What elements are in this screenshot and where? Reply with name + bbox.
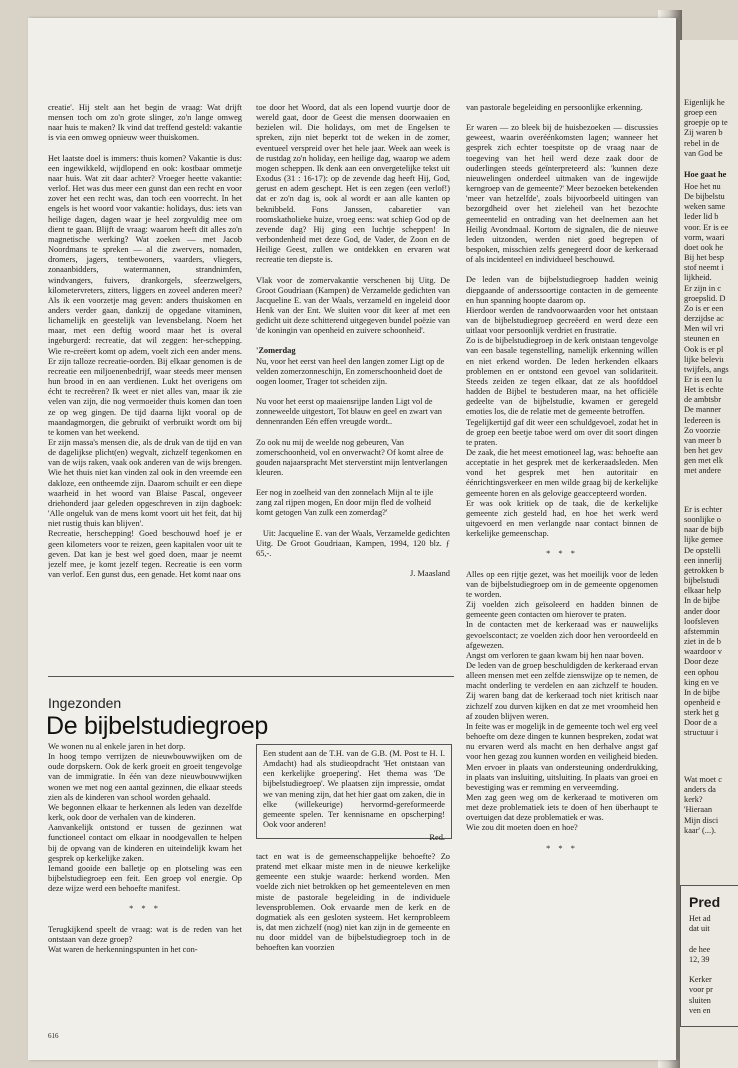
- right-page-line: doet ook he: [684, 242, 724, 252]
- right-page-line: De bijbelstu: [684, 192, 725, 202]
- paragraph: Vlak voor de zomervakantie verschenen bij Uitg. De Groot Goudriaan (Kampen) de Verzamelde gedichten van Jacqueline E. van der Waals, verzameld en ingeleid door Henk van der Ent. We sluiten voor dit keer af met een gedicht uit deze schitterend uitgegeven bundel poëzie van 'de koningin van openheid en zuivere schoonheid'.: [256, 275, 450, 336]
- column-5: [256, 852, 450, 1032]
- poem-stanza: Nu, voor het eerst van heel den langen zomer Ligt op de velden zomerzonneschijn, En zomerschoonheid doet de oogen loomer, Trager tot scheiden zijn.: [256, 356, 445, 386]
- right-page-line: dat uit: [689, 924, 710, 934]
- paragraph: De zaak, die het meest emotioneel lag, was: behoefte aan acceptatie in het gesprek met de kerkeraadsleden. Men vond het gesprek met hen autoritair en éénrichtingsverkeer en men wilde graag bij de kerkelijke gemeente horen en als gelovige geaccepteerd worden.: [466, 448, 658, 498]
- right-page-line: Iedereen is: [684, 415, 721, 425]
- poem-title: 'Zomerdag: [256, 346, 296, 356]
- right-page-line: Hoe het nu: [684, 182, 721, 191]
- paragraph: Het laatste doel is immers: thuis komen? Vakantie is dus: een ingewikkeld, wijdlopend en ook: kostbaar ommetje naar huis. Wat zit daar achter? Vroeger heette vakantie: verlof. Het was dus meer een gunst dan een recht en voor zover het een recht was, dan toch een voorrecht. In het engels is het woord voor vakantie: holidays, dus: iets van heilige dagen, dagen waar je heel zorgvuldig mee om dient te gaan. Blijft de vraag: waarom heeft dit alles zo'n magnetische werking? Wat zoeken — met Jacob Noordmans te spreken — al die zwervers, nomaden, dromers, jagers, tentbewoners, vaarders, vliegers, zonaanbidders, watermannen, strandnimfen, windvangers, fuivers, drankorgels, sfeerzwelgers, kilometervreters, zitters, liggers en zoveel anderen meer? Als ik een voorzetje mag geven: anders thuiskomen en anders verder gaan, dankzij de opgedane vitaminen, lichamelijk en geestelijk van levensbelang. Noem het maar, met een deftig woord maar het is overal ingeburgerd: recreatie, dat wil zeggen: her-schepping. Wie re-creëert komt op adem, voelt zich een ander mens. Er zijn talloze recreatie-oorden. Bij elkaar genomen is de recreatie een miljoenenbedrijf, waar steeds meer mensen hun brood in en aan verdienen. Lukt het overigens om écht te recreëren? Ik weet er niet alles van, maar ik zie velen van zijn, die nog vermoeider thuis komen dan toen ze op weg gingen. De tijd daarna lijkt vooral op de maandagmorgen, die gebruikt of verbruikt wordt om bij te komen van het weekend.: [48, 153, 242, 437]
- section-rule: [48, 676, 454, 677]
- sermon-box-title: Pred: [689, 894, 721, 910]
- paragraph: De leden van de groep beschuldigden de kerkeraad ervan alleen mensen met een zelfde zienswijze op te nemen, de macht onderling te verdelen en aan zichzelf te houden. Zij waren bang dat de kerkeraad toch niet kritisch naar zichzelf zou durven kijken en dat ze met vroomheid hen af zouden blijven weren.: [466, 660, 658, 721]
- paragraph: Aanvankelijk ontstond er tussen de gezinnen wat functioneel contact om elkaar in noodgevallen te helpen bij de opvang van de kinderen en uiteindelijk kwam het gesprek op kerkelijke zaken.: [48, 823, 242, 863]
- poem-stanza: Eer nog in zoelheid van den zonnelach Mijn al te ijle zang zal rijpen mogen, En door mijn fled de volheid komt getogen Van zulk een zomerdag?': [256, 488, 434, 518]
- right-page-line: Bij het besp: [684, 253, 725, 263]
- right-page-line: De manner: [684, 405, 721, 415]
- poem-stanza: Zo ook nu mij de weelde nog gebeuren, Van zomerschoonheid, vol en onverwacht? Of komt alree de gouden najaarspracht Met sterverstint mijn lentverlangen kleuren.: [256, 437, 448, 477]
- right-page-line: steunen en: [684, 334, 720, 344]
- right-page-line: openheid e: [684, 697, 721, 707]
- paragraph: Hierdoor werden de randvoorwaarden voor het ontstaan van de bijbelstudiegroep gecreëerd en werd deze een uitlaat voor persoonlijk verdriet en frustratie.: [466, 305, 658, 336]
- right-page-line: waardoor v: [684, 647, 722, 657]
- right-page-line: lijkheid.: [684, 273, 712, 283]
- paragraph: In hoog tempo verrijzen de nieuwbouwwijken om de oude dorpskern. Ook de kerk groeit en groeit tengevolge van de immigratie. In één van deze nieuwbouwwijken wonen we met nog een aantal gezinnen, die elkaar steeds zien als de kinderen van school worden gehaald.: [48, 752, 242, 802]
- paragraph: Men zag geen weg om de kerkeraad te motiveren om met deze problematiek iets te doen of hen überhaupt te overtuigen dat deze problematiek er was.: [466, 793, 658, 823]
- editorial-note-box: [256, 744, 452, 843]
- sermon-box: [680, 885, 738, 1027]
- editorial-signature: Red.: [429, 833, 445, 843]
- right-page-line: van God be: [684, 148, 723, 158]
- right-page-line: Men wil vri: [684, 324, 724, 334]
- paragraph: In de contacten met de kerkeraad was er nauwelijks gevoelscontact; ze voelden zich door hen veroordeeld en afgewezen.: [466, 620, 658, 650]
- right-page-line: Zij waren b: [684, 128, 723, 138]
- paragraph: Alles op een rijtje gezet, was het moeilijk voor de leden van de bijbelstudiegroep om in de gemeente opgenomen te worden.: [466, 569, 658, 599]
- poem-publisher: Uitg. De Groot Goudriaan, Kampen, 1994, 120 blz. ƒ 65,-.: [256, 538, 450, 558]
- right-page-line: voor pr: [689, 985, 713, 995]
- paragraph: Recreatie, herschepping! Goed beschouwd hoef je er geen kilometers voor te reizen, geen kapitalen voor uit te geven. Dat kan je best wel goed doen, maar je neemt jezelf mee, je komt jezelf tegen. Recreatie is een vorm van verlof. Een gunst dus, een genade. Het komt naar ons: [48, 529, 242, 580]
- right-page-line: Ook is er pl: [684, 344, 724, 354]
- right-page-heading: Hoe gaat he: [684, 170, 727, 179]
- paragraph: Zo is de bijbelstudiegroep in de kerk ontstaan tengevolge van een basale tegenstelling, namelijk erkenning willen en niet erkend worden. De leden herkenden elkaars problemen en er ontstond een gevoel van solidariteit. Steeds zeiden ze tegen elkaar, dat ze als hoofddoel hadden de Bijbel te bestuderen maar, na het officiële gedeelte van de bijbelstudie, kwamen er geregeld emoties los, die de relatie met de gemeente betroffen.: [466, 336, 658, 417]
- paragraph: De leden van de bijbelstudiegroep hadden weinig diepgaande of anderssoortige contacten in de gemeente en hun spanning hoopte daarom op.: [466, 275, 658, 305]
- right-page-line: vorm, waari: [684, 232, 725, 242]
- right-page-line: naar de bijb: [684, 525, 724, 535]
- right-page-line: In de bijbe: [684, 687, 720, 697]
- right-page-line: getrokken b: [684, 565, 724, 575]
- right-page-line: Mijn disci: [684, 815, 719, 825]
- right-page-line: groepslid. D: [684, 293, 726, 303]
- right-page-line: groep een: [684, 108, 717, 118]
- right-page-line: Wat moet c: [684, 775, 722, 784]
- right-page-line: Het is echte: [684, 385, 724, 395]
- editorial-note: Een student aan de T.H. van de G.B. (M. Post te H. I. Amdacht) had als studieopdracht 'Het ontstaan van een kerkelijke groepering'. Het thema was 'De bijbelstudiegroep'. We plaatsen zijn impressie, omdat we van mening zijn, dat het hier gaat om zaken, die in elke (willekeurige) hervormd-gereformeerde gemeente spelen. Ter kennisname en opscherping! Ook voor anderen!: [263, 749, 445, 830]
- column-2: [256, 103, 450, 668]
- column-4: [48, 742, 242, 1032]
- right-page-line: afstemmin: [684, 626, 720, 636]
- section-kicker: Ingezonden: [48, 695, 122, 711]
- right-page-end: [684, 775, 738, 836]
- paragraph: tact en wat is de gemeenschappelijke behoefte? Zo pratend met elkaar miste men in de nieuwe kerkelijke gemeente een stukje waarde: herkend worden. Men voelde zich niet betrokken op het gemeenteleven en men miste de pastorale begeleiding in de individuele levensproblemen. Ook ervaarde men de kerk en de dogmatiek als een gesloten systeem. Het kernprobleem is, dat men zichzelf (nog) niet kan zijn in de gemeente en nu door middel van de bijbelstudiegroep toch in de behoeften kan voorzien: [256, 852, 450, 953]
- right-page-line: sterk het g: [684, 708, 719, 718]
- right-page-line: rebel in de: [684, 138, 720, 148]
- page-number: 616: [48, 1032, 59, 1040]
- right-page-line: Er is een lu: [684, 374, 722, 384]
- right-page-line: kerk?: [684, 795, 703, 805]
- right-page-line: voor. Er is ee: [684, 222, 729, 232]
- right-page-line: [689, 965, 713, 975]
- paragraph: Terugkijkend speelt de vraag: wat is de reden van het ontstaan van deze groep?: [48, 924, 242, 944]
- right-page-line: ben het gev: [684, 446, 723, 456]
- right-page-line: van meer b: [684, 435, 722, 445]
- right-page-line: lijke beleviı: [684, 354, 724, 364]
- right-page-line: weken same: [684, 202, 726, 212]
- right-page-line: Ieder lid b: [684, 212, 719, 222]
- section-divider: * * *: [546, 549, 578, 559]
- paragraph: We begonnen elkaar te herkennen als leden van dezelfde kerk, ook door de verhalen van de kinderen.: [48, 802, 242, 823]
- right-page-line: lijke gemee: [684, 535, 723, 545]
- paragraph: Tegelijkertijd gaf dit weer een schuldgevoel, zodat het in de groep een beetje taboe werd om over dit soort dingen te praten.: [466, 417, 658, 447]
- right-page-line: met andere: [684, 466, 721, 476]
- right-page-line: Door deze: [684, 657, 719, 667]
- paragraph: Angst om verloren te gaan kwam bij hen naar boven.: [466, 650, 644, 660]
- right-page-line: Door de a: [684, 718, 718, 728]
- sermon-box-text: [689, 914, 713, 1016]
- right-page-line: king en ve: [684, 677, 719, 687]
- author-signature: J. Maasland: [409, 569, 450, 579]
- right-page-line: 'Hieraan: [684, 805, 713, 815]
- right-page-line: ven en: [689, 1005, 711, 1015]
- right-page-line: De opstelli: [684, 545, 721, 555]
- paragraph: Wie zou dit moeten doen en hoe?: [466, 823, 578, 833]
- right-page-line: elkaar help: [684, 586, 721, 596]
- right-page-line: derzijdse ac: [684, 314, 724, 324]
- right-page-line: structuur i: [684, 728, 719, 738]
- right-page-line: Het ad: [689, 914, 711, 923]
- right-page-line: Kerker: [689, 975, 712, 985]
- right-page-line: stof neemt i: [684, 263, 724, 273]
- section-divider: * * *: [129, 904, 161, 914]
- right-page-line: soonlijke o: [684, 515, 721, 525]
- right-page-line: twijfels, angs: [684, 364, 729, 374]
- right-page-line: 12, 39: [689, 954, 710, 964]
- right-page-line: gen met elk: [684, 456, 724, 466]
- right-page-line: een innerlij: [684, 555, 722, 565]
- paragraph: Wat waren de herkenningspunten in het con-: [48, 944, 198, 954]
- right-page-line: loofsleven: [684, 616, 719, 626]
- poem-stanza: Nu voor het eerst op maaiensrijpe landen Ligt vol de zonneweelde uitgestort, Tot blauw en geel en zwart van dennenranden Eén effen vreugde wordt..: [256, 397, 442, 427]
- right-page-line: ander door: [684, 606, 721, 616]
- right-page-line: bijbelstudi: [684, 576, 720, 586]
- paragraph: We wonen nu al enkele jaren in het dorp.: [48, 742, 186, 751]
- right-page-line: sluiten: [689, 995, 711, 1005]
- right-page-line: de hee: [689, 944, 711, 954]
- right-page-line: een ophou: [684, 667, 719, 677]
- right-page-line: de ambtsbr: [684, 395, 721, 405]
- paragraph: Er zijn massa's mensen die, als de druk van de tijd en van de dagelijkse plicht(en) wegvalt, zichzelf tegenkomen en van de wijs raken, vaak ook anderen van de wijs brengen. Wie het thuis niet kan vinden zal ook in den vreemde een dakloze, een ontheemde zijn. Daarom schuilt er een diepe waarheid in het woord van Blaise Pascal, ongeveer driehonderd jaar geleden opgeschreven in zijn dagboek: 'Alle ongeluk van de mens komt voort uit het feit, dat hij niet rustig thuis kan blijven'.: [48, 438, 242, 529]
- section-divider: * * *: [546, 843, 578, 853]
- right-page-line: [689, 934, 713, 944]
- right-page-line: kaar' (...).: [684, 825, 716, 835]
- right-page-line: Er is echter: [684, 505, 723, 514]
- right-page-top: [684, 98, 738, 159]
- paragraph: Er was ook kritiek op de taak, die de kerkelijke gemeente zich gesteld had, en hoe het werk werd uitgevoerd en men verlangde naar contact binnen de kerkelijke gemeenschap.: [466, 498, 658, 539]
- poem-source: Uit: Jacqueline E. van der Waals, Verzamelde gedichten: [262, 528, 450, 538]
- right-page-lower: [684, 505, 738, 739]
- paragraph: toe door het Woord, dat als een lopend vuurtje door de wereld gaat, door de Geest die mensen doorwaaien en bezielen wil. Die holidays, om met de Engelsen te spreken, zijn niet beperkt tot de weken in de zomer, eventueel verspreid over het hele jaar. Week aan week is de rustdag zo'n holiday, een heilige dag, waarop we adem mogen scheppen. Ik denk aan een onvergetelijke tekst uit Exodus (31 : 16-17): op de zevende dag heeft Hij, God, gerust en adem geschept. Het is een zegen (een verlof!) dat er zo'n dag is, ook al wordt er aan alle kanten op beknibbeld. Fons Janssen, cabaretier van roomskatholieke huize, vroeg eens: wat schiep God op de zevende dag? Hij ging een luchtje scheppen! In verbondenheid met deze God, de Vader, de Zoon en de Heilige Geest, zullen we ontdekken en ervaren wat recreatie ten diepste is.: [256, 103, 450, 265]
- article-title: De bijbelstudiegroep: [46, 712, 268, 740]
- right-page-line: Er zijn in c: [684, 283, 721, 293]
- paragraph: Zij voelden zich geïsoleerd en hadden binnen de gemeente geen contacten om hierover te praten.: [466, 600, 658, 620]
- right-page-line: anders da: [684, 785, 716, 795]
- right-page-line: Zo is er een: [684, 303, 724, 313]
- paragraph: Iemand gooide een balletje op en plotseling was een bijbelstudiegroep een feit. Een groep vol energie. Op deze wijze werd een behoefte manifest.: [48, 863, 242, 894]
- paragraph: creatie'. Hij stelt aan het begin de vraag: Wat drijft mensen toch om zo'n grote slinger, zo'n lange omweg naar huis te maken? Ik vind dat treffend gesteld: vakantie is via een omweg opnieuw weer thuiskomen.: [48, 103, 242, 143]
- paragraph: Er waren — zo bleek bij de huisbezoeken — discussies geweest, waarin overéénkomsten lagen; wanneer het gesprek zich echter toespitste op de vraag naar de toegeving van het heil werd deze zaak door de ouderlingen steeds geïnterpreteerd als: 'kunnen deze nieuwelingen onderdeel uitmaken van de ingewijde kerngroep van de gemeente?' Meer bezoeken betekenden 'meer van hetzelfde', zoals bijvoorbeeld uitingen van bezorgdheid over het zieleheil van het bezochte gemeentelid en ontrading van het deelnemen aan het Heilig Avondmaal. Kortom de signalen, die de nieuwe leden uitzonden, werden niet goed begrepen of bespoken, misschien zelfs genegeerd door de kerkeraad of als incidenteel en individueel beschouwd.: [466, 123, 658, 265]
- right-page-line: ziet in de b: [684, 637, 721, 647]
- paragraph: In feite was er mogelijk in de gemeente toch wel erg veel behoefte om deze dingen te kunnen bespreken, zodat wat nu ervaren werd als macht en hen derhalve angst gaf voor hen gezag zou kunnen worden en veiligheid bieden. Men ervoer in plaats van ondersteuning onderdrukking, in plaats van insluiting, uitsluiting. In plaats van groei en bevestiging was er remming en verveemding.: [466, 721, 658, 792]
- paragraph: van pastorale begeleiding en persoonlijke erkenning.: [466, 103, 643, 112]
- right-page-line: Zo voorzie: [684, 425, 721, 435]
- right-page-line: Eigenlijk he: [684, 98, 725, 107]
- column-3: [466, 103, 658, 1008]
- right-page-line: In de bijbe: [684, 596, 720, 606]
- right-page-line: groepje op te: [684, 118, 728, 128]
- right-page-middle: [684, 182, 738, 477]
- column-1: [48, 103, 242, 668]
